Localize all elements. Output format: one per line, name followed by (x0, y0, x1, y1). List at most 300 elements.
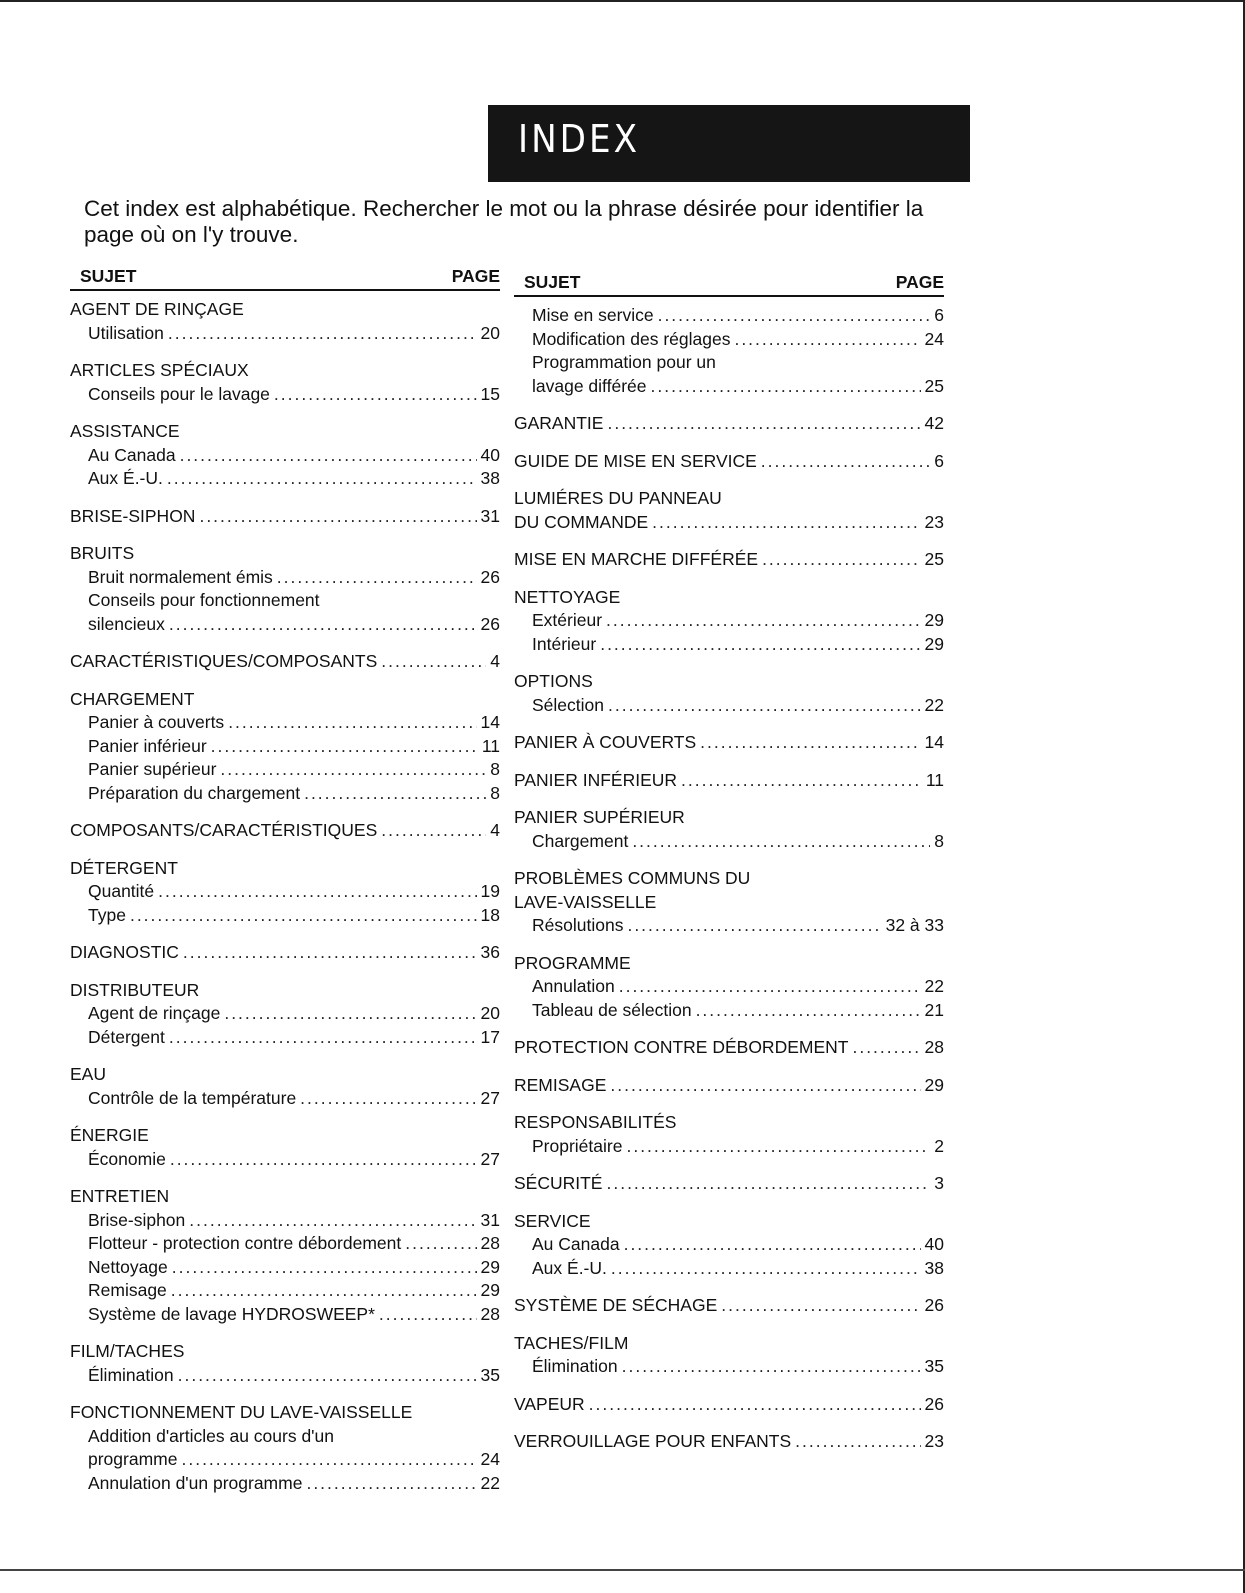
entry-subitem-label: Mise en service (532, 305, 654, 325)
leader-dots (652, 512, 920, 533)
entry-heading-label: VERROUILLAGE POUR ENFANTS (514, 1431, 792, 1451)
entry-subitem-page-number: 20 (480, 322, 500, 343)
entry-heading-label: PROGRAMME (514, 952, 631, 973)
leader-dots (608, 695, 921, 716)
index-entry (514, 549, 944, 573)
entry-heading-label: BRISE-SIPHON (70, 505, 196, 526)
leader-dots (170, 1149, 477, 1170)
entry-subitem-page-number: 29 (924, 610, 944, 630)
entry-heading-page-number: 3 (934, 1173, 944, 1193)
entry-subitem-label: Modification des réglages (532, 328, 731, 349)
index-entry (70, 820, 500, 844)
entry-subitem-page-number: 8 (934, 830, 944, 851)
entry-heading (514, 451, 944, 475)
index-entry (70, 299, 500, 346)
index-entry (514, 1295, 944, 1319)
entry-subitem-label: lavage différée (532, 375, 647, 396)
entry-subitem-page-number: 29 (480, 1256, 500, 1277)
page-top-border (0, 0, 1245, 2)
entry-subitem (514, 831, 944, 855)
entry-subitem-page-number: 15 (480, 383, 500, 404)
entry-subitem (514, 352, 944, 376)
leader-dots (379, 1304, 477, 1325)
entry-heading-label: OPTIONS (514, 671, 593, 691)
entry-subitem-page-number: 40 (480, 444, 500, 465)
entry-subitem-page-number: 21 (924, 999, 944, 1020)
index-entry (514, 953, 944, 1024)
entry-subitem (70, 759, 500, 783)
entry-subitem-page-number: 26 (480, 566, 500, 587)
entry-subitem (70, 590, 500, 614)
index-entry (70, 651, 500, 675)
entry-subitem-page-number: 35 (924, 1356, 944, 1376)
entry-subitem-label: Au Canada (532, 1234, 620, 1254)
entry-heading (514, 807, 944, 831)
entry-subitem-page-number: 28 (480, 1233, 500, 1253)
entry-subitem-label: Nettoyage (88, 1256, 168, 1277)
entry-heading (514, 953, 944, 977)
index-entry (514, 451, 944, 475)
leader-dots (627, 915, 881, 936)
leader-dots (606, 610, 921, 631)
index-entry (70, 980, 500, 1051)
entry-heading-label: BRUITS (70, 543, 135, 563)
entry-heading (514, 732, 944, 756)
entry-subitem-label: Bruit normalement émis (88, 566, 273, 587)
entry-heading-label: PANIER SUPÉRIEUR (514, 807, 685, 827)
entry-subitem-label: Addition d'articles au cours d'un (88, 1425, 334, 1446)
entry-subitem-page-number: 22 (924, 694, 944, 715)
entry-subitem-page-number: 2 (934, 1135, 944, 1156)
entry-heading (70, 689, 500, 713)
leader-dots (220, 759, 486, 780)
entry-heading (70, 360, 500, 384)
entry-subitem-label: Quantité (88, 881, 155, 901)
entry-subitem (70, 1280, 500, 1304)
entry-heading (514, 1211, 944, 1235)
entry-subitem (514, 695, 944, 719)
index-entry (70, 689, 500, 807)
index-entry (514, 488, 944, 535)
leader-dots (734, 329, 920, 350)
entry-subitem-label: Conseils pour le lavage (88, 383, 270, 404)
entry-subitem-label: Conseils pour fonctionnement (88, 590, 320, 610)
entry-heading-label: PANIER À COUVERTS (514, 732, 697, 752)
index-entry (514, 770, 944, 794)
entry-heading (70, 1125, 500, 1149)
entry-subitem (70, 1088, 500, 1112)
entry-subitem (70, 1257, 500, 1281)
index-entry (514, 305, 944, 399)
leader-dots (169, 1027, 477, 1048)
entry-subitem-label: Panier à couverts (88, 712, 225, 732)
index-entry (70, 421, 500, 492)
index-entry (514, 1211, 944, 1282)
leader-dots (130, 905, 477, 926)
subject-header: SUJET (524, 272, 581, 292)
leader-dots (167, 468, 477, 489)
leader-dots (696, 1000, 921, 1021)
leader-dots (611, 1258, 921, 1279)
entry-heading (70, 1064, 500, 1088)
entry-subitem-page-number: 24 (480, 1449, 500, 1469)
entry-subitem (514, 915, 944, 939)
entry-heading-page-number: 26 (924, 1393, 944, 1414)
leader-dots (211, 736, 478, 757)
entry-subitem (70, 1426, 500, 1450)
entry-heading (514, 549, 944, 573)
leader-dots (304, 783, 486, 804)
leader-dots (381, 651, 486, 672)
entry-subitem (70, 905, 500, 929)
entry-heading-label: PANIER INFÉRIEUR (514, 769, 678, 790)
index-entry (514, 1333, 944, 1380)
entry-subitem (70, 1473, 500, 1497)
page-bottom-border (0, 1569, 1245, 1571)
entry-subitem-page-number: 27 (480, 1087, 500, 1108)
entry-subitem-page-number: 40 (924, 1234, 944, 1254)
entry-heading-label: LUMIÉRES DU PANNEAU (514, 488, 722, 508)
entry-heading-label: RESPONSABILITÉS (514, 1112, 677, 1132)
entry-heading-page-number: 23 (924, 1431, 944, 1451)
entry-subitem-label: Extérieur (532, 610, 603, 630)
leader-dots (169, 614, 477, 635)
entry-heading-label: DU COMMANDE (514, 511, 649, 532)
entry-heading-page-number: 4 (490, 820, 500, 840)
entry-heading (514, 1295, 944, 1319)
entry-subitem-label: Remisage (88, 1280, 167, 1300)
leader-dots (199, 506, 476, 527)
entry-subitem-label: Propriétaire (532, 1135, 623, 1156)
entry-heading (514, 1431, 944, 1455)
intro-paragraph: Cet index est alphabétique. Rechercher le mot ou la phrase désirée pour identifier la page où on l'y trouve. (84, 196, 924, 247)
entry-subitem-page-number: 32 à 33 (885, 915, 944, 935)
leader-dots (607, 413, 920, 434)
index-entry (514, 587, 944, 658)
leader-dots (306, 1473, 476, 1494)
index-entry (514, 1431, 944, 1455)
entry-subitem-page-number: 6 (934, 305, 944, 325)
entry-subitem (70, 1449, 500, 1473)
entry-subitem (70, 736, 500, 760)
leader-dots (651, 376, 921, 397)
entry-heading-label: PROBLÈMES COMMUNS DU (514, 868, 751, 888)
subject-header: SUJET (80, 266, 137, 286)
page-title: INDEX (518, 117, 640, 161)
entry-subitem-label: Agent de rinçage (88, 1003, 221, 1023)
index-entry (70, 1064, 500, 1111)
entry-subitem-label: Élimination (532, 1356, 618, 1376)
index-title-bar (488, 105, 970, 182)
entry-subitem (514, 1258, 944, 1282)
entry-heading-label: CHARGEMENT (70, 688, 195, 709)
entry-heading-label: VAPEUR (514, 1393, 585, 1414)
leader-dots (171, 1280, 477, 1301)
leader-dots (405, 1233, 476, 1254)
entry-subitem-page-number: 17 (480, 1026, 500, 1047)
leader-dots (721, 1295, 920, 1316)
entry-subitem-label: Programmation pour un (532, 352, 716, 372)
entry-subitem-label: Préparation du chargement (88, 782, 301, 803)
entry-heading (70, 1341, 500, 1365)
leader-dots (158, 881, 476, 902)
entry-subitem-page-number: 38 (480, 468, 500, 488)
entry-heading-label: CARACTÉRISTIQUES/COMPOSANTS (70, 651, 378, 671)
entry-subitem-label: Flotteur - protection contre débordement (88, 1233, 402, 1253)
leader-dots (381, 820, 486, 841)
leader-dots (180, 445, 477, 466)
entry-heading-label: NETTOYAGE (514, 586, 621, 607)
entry-subitem-label: Intérieur (532, 633, 597, 654)
entry-subitem-label: Tableau de sélection (532, 999, 692, 1020)
entry-heading-label: TACHES/FILM (514, 1332, 629, 1353)
leader-dots (626, 1136, 930, 1157)
entry-subitem (70, 1149, 500, 1173)
entry-heading-page-number: 29 (924, 1074, 944, 1095)
index-entry (514, 1075, 944, 1099)
entry-heading (514, 413, 944, 437)
index-entry (70, 1402, 500, 1496)
leader-dots (168, 323, 477, 344)
leader-dots (181, 1449, 476, 1470)
entry-heading-label: PROTECTION CONTRE DÉBORDEMENT (514, 1037, 849, 1057)
entry-subitem-page-number: 22 (480, 1472, 500, 1493)
entry-subitem (514, 976, 944, 1000)
entry-subitem (70, 1027, 500, 1051)
entry-subitem-label: programme (88, 1449, 178, 1469)
entry-heading-label: REMISAGE (514, 1074, 607, 1095)
entry-subitem (70, 1233, 500, 1257)
index-entry (514, 671, 944, 718)
entry-heading (514, 488, 944, 512)
leader-dots (852, 1037, 920, 1058)
entry-subitem (70, 1003, 500, 1027)
entry-heading-label: DÉTERGENT (70, 857, 178, 878)
entry-subitem-label: Aux É.-U. (88, 468, 163, 488)
entry-subitem-page-number: 19 (480, 881, 500, 901)
entry-subitem (70, 1365, 500, 1389)
index-entry (70, 360, 500, 407)
entry-subitem-label: Panier inférieur (88, 735, 207, 756)
entry-subitem-label: Utilisation (88, 322, 164, 343)
leader-dots (589, 1394, 921, 1415)
entry-subitem (70, 567, 500, 591)
entry-heading (514, 868, 944, 892)
index-entry (514, 1037, 944, 1061)
entry-subitem (70, 1210, 500, 1234)
entry-heading (70, 421, 500, 445)
leader-dots (619, 976, 921, 997)
entry-heading (70, 506, 500, 530)
leader-dots (274, 384, 477, 405)
entry-subitem-label: Système de lavage HYDROSWEEP* (88, 1303, 375, 1324)
entry-heading (514, 1037, 944, 1061)
entry-subitem (514, 1136, 944, 1160)
entry-subitem-page-number: 24 (924, 328, 944, 349)
entry-heading-page-number: 14 (924, 732, 944, 752)
leader-dots (795, 1431, 920, 1452)
entry-subitem-page-number: 35 (480, 1364, 500, 1385)
entry-heading-label: AGENT DE RINÇAGE (70, 299, 244, 319)
entry-subitem-page-number: 11 (481, 735, 500, 756)
index-entry (70, 858, 500, 929)
entry-subitem (514, 610, 944, 634)
entry-subitem-page-number: 26 (480, 613, 500, 634)
entry-heading-page-number: 6 (934, 450, 944, 471)
entry-heading (70, 543, 500, 567)
leader-dots (700, 732, 920, 753)
column-header (514, 272, 944, 297)
index-entry (70, 1186, 500, 1327)
entry-subitem (70, 468, 500, 492)
entry-subitem (514, 329, 944, 353)
entry-subitem (514, 1234, 944, 1258)
entry-heading-label: ENTRETIEN (70, 1186, 170, 1206)
leader-dots (183, 942, 477, 963)
leader-dots (622, 1356, 921, 1377)
entry-subitem (70, 1304, 500, 1328)
entry-heading (514, 671, 944, 695)
leader-dots (761, 451, 930, 472)
leader-dots (632, 831, 930, 852)
entry-heading (70, 820, 500, 844)
entry-subitem-page-number: 27 (480, 1148, 500, 1169)
entry-subitem-page-number: 29 (480, 1280, 500, 1300)
entry-heading (514, 587, 944, 611)
entry-heading-label: SERVICE (514, 1210, 591, 1231)
entry-subitem-label: Panier supérieur (88, 759, 217, 779)
entry-heading-label: EAU (70, 1064, 106, 1084)
entry-subitem-page-number: 31 (480, 1209, 500, 1230)
index-list-left (70, 299, 500, 1496)
entry-subitem-page-number: 22 (924, 976, 944, 996)
entry-subitem-page-number: 14 (480, 712, 500, 732)
entry-heading-page-number: 42 (924, 413, 944, 433)
entry-subitem-page-number: 28 (480, 1303, 500, 1324)
index-entry (514, 1112, 944, 1159)
leader-dots (189, 1210, 476, 1231)
entry-subitem (70, 323, 500, 347)
entry-subitem-label: Annulation d'un programme (88, 1472, 303, 1493)
entry-subitem-page-number: 8 (490, 759, 500, 779)
leader-dots (681, 770, 922, 791)
entry-subitem (70, 614, 500, 638)
index-entry (70, 942, 500, 966)
entry-heading (514, 1112, 944, 1136)
leader-dots (658, 305, 931, 326)
entry-subitem-label: Contrôle de la température (88, 1087, 297, 1108)
entry-heading-label: DISTRIBUTEUR (70, 979, 200, 1000)
leader-dots (300, 1088, 476, 1109)
entry-subitem-label: silencieux (88, 613, 165, 634)
entry-subitem-label: Brise-siphon (88, 1209, 186, 1230)
entry-heading (514, 892, 944, 916)
entry-heading-label: ASSISTANCE (70, 421, 180, 441)
entry-heading (70, 858, 500, 882)
index-entry (70, 1125, 500, 1172)
entry-heading-page-number: 31 (480, 505, 500, 526)
entry-heading-label: MISE EN MARCHE DIFFÉRÉE (514, 549, 759, 569)
entry-heading-label: ÉNERGIE (70, 1125, 149, 1145)
entry-heading-page-number: 28 (924, 1037, 944, 1057)
entry-heading-page-number: 26 (924, 1295, 944, 1315)
entry-subitem (70, 712, 500, 736)
entry-subitem-page-number: 8 (490, 782, 500, 803)
entry-heading-page-number: 23 (924, 511, 944, 532)
entry-heading-label: SÉCURITÉ (514, 1173, 603, 1193)
entry-heading (514, 1333, 944, 1357)
entry-heading-label: ARTICLES SPÉCIAUX (70, 360, 249, 380)
index-entry (514, 807, 944, 854)
entry-heading-label: SYSTÈME DE SÉCHAGE (514, 1295, 718, 1315)
entry-heading-label: GARANTIE (514, 413, 604, 433)
entry-subitem-page-number: 18 (480, 904, 500, 925)
entry-heading-label: GUIDE DE MISE EN SERVICE (514, 450, 757, 471)
leader-dots (172, 1257, 477, 1278)
entry-subitem-label: Détergent (88, 1026, 165, 1047)
entry-subitem-label: Sélection (532, 694, 604, 715)
entry-subitem-page-number: 38 (924, 1257, 944, 1278)
entry-subitem-label: Économie (88, 1148, 166, 1169)
leader-dots (624, 1234, 921, 1255)
entry-subitem (70, 384, 500, 408)
index-column-right (514, 272, 944, 1469)
entry-heading-page-number: 36 (480, 942, 500, 962)
entry-heading-page-number: 11 (925, 769, 944, 790)
entry-heading-label: LAVE-VAISSELLE (514, 891, 657, 912)
index-entry (514, 732, 944, 756)
entry-heading-label: FONCTIONNEMENT DU LAVE-VAISSELLE (70, 1402, 413, 1422)
entry-subitem (514, 305, 944, 329)
index-entry (70, 506, 500, 530)
index-column-left (70, 266, 500, 1510)
entry-subitem (70, 783, 500, 807)
entry-subitem-page-number: 29 (924, 633, 944, 654)
leader-dots (610, 1075, 920, 1096)
index-entry (514, 413, 944, 437)
index-entry (514, 1394, 944, 1418)
entry-heading (514, 1075, 944, 1099)
entry-subitem-label: Résolutions (532, 915, 624, 935)
entry-subitem (514, 634, 944, 658)
index-list-right (514, 305, 944, 1455)
column-header (70, 266, 500, 291)
entry-heading (514, 1173, 944, 1197)
entry-heading-page-number: 25 (924, 549, 944, 569)
entry-heading (70, 980, 500, 1004)
entry-heading-label: COMPOSANTS/CARACTÉRISTIQUES (70, 820, 378, 840)
entry-subitem-label: Annulation (532, 976, 615, 996)
entry-subitem-page-number: 25 (924, 375, 944, 396)
entry-subitem-label: Aux É.-U. (532, 1257, 607, 1278)
entry-heading-label: FILM/TACHES (70, 1341, 185, 1361)
leader-dots (178, 1365, 477, 1386)
entry-heading (70, 299, 500, 323)
entry-subitem-page-number: 20 (480, 1003, 500, 1023)
entry-subitem (514, 1356, 944, 1380)
leader-dots (762, 549, 920, 570)
entry-heading (514, 770, 944, 794)
page-header: PAGE (451, 266, 500, 286)
index-entry (514, 868, 944, 939)
leader-dots (277, 567, 477, 588)
entry-heading-label: DIAGNOSTIC (70, 942, 179, 962)
index-entry (70, 543, 500, 637)
entry-subitem (70, 881, 500, 905)
entry-subitem-label: Chargement (532, 830, 629, 851)
entry-subitem (70, 445, 500, 469)
entry-heading (70, 1186, 500, 1210)
